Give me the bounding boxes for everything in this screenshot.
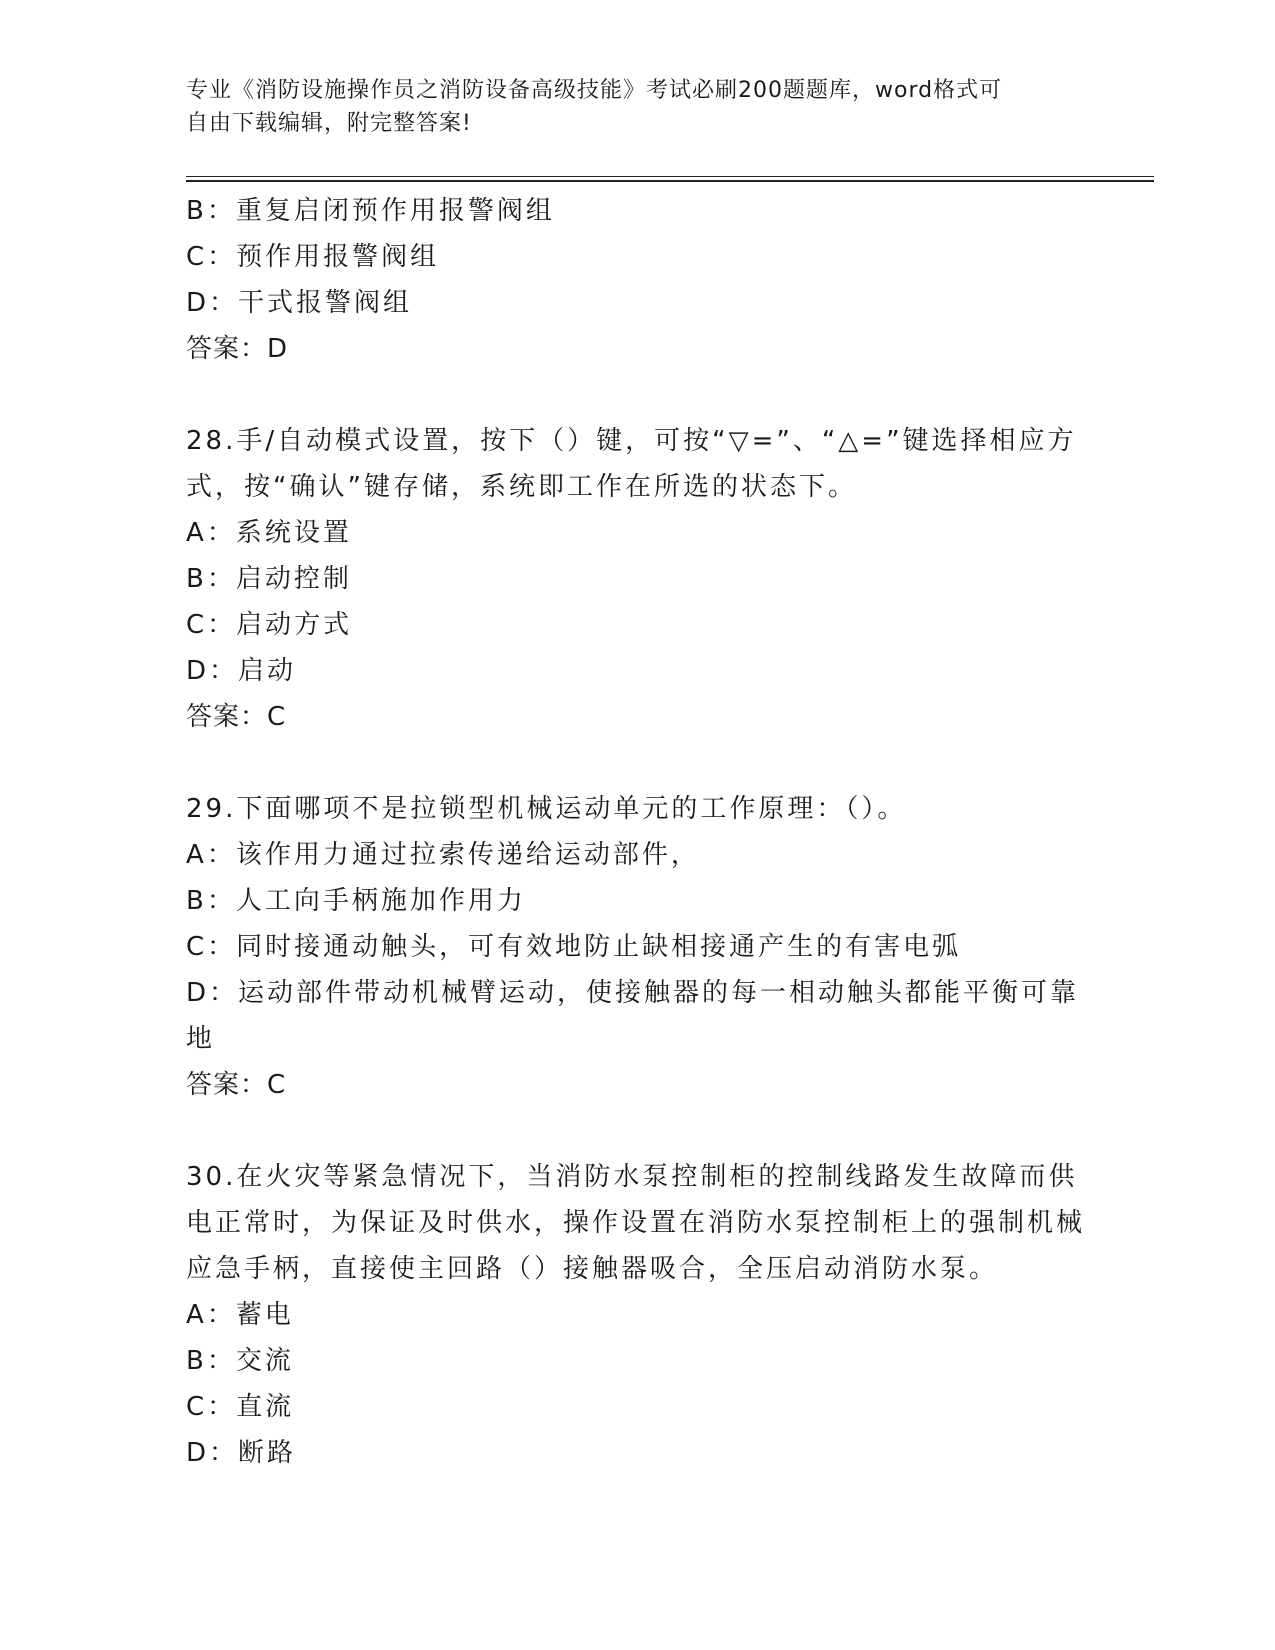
- option-text: 人工向手柄施加作用力: [235, 886, 526, 916]
- option-item: B：重复启闭预作用报警阀组: [186, 196, 555, 226]
- option-text: 断路: [238, 1438, 297, 1468]
- option-item: C：启动方式: [186, 610, 353, 640]
- question-stem: 30.在火灾等紧急情况下，当消防水泵控制柜的控制线路发生故障而供电正常时，为保证及时供水，操作设置在消防水泵控制柜上的强制机械应急手柄，直接使主回路（）接触器吸合，全压启动消防水泵。: [186, 1162, 1086, 1284]
- option-item: B：交流: [186, 1346, 294, 1376]
- answer-line: 答案：D: [186, 334, 289, 364]
- option-letter: C: [186, 932, 208, 962]
- question-28: [186, 418, 1086, 740]
- option-text: 交流: [235, 1346, 294, 1376]
- document-header: [186, 74, 1066, 140]
- option-item: A：系统设置: [186, 518, 352, 548]
- option-letter: A: [186, 840, 207, 870]
- option-text: 启动: [238, 656, 297, 686]
- option-letter: D: [186, 978, 210, 1008]
- option-text: 蓄电: [235, 1300, 294, 1330]
- option-letter: D: [186, 656, 210, 686]
- header-line-2: 自由下载编辑，附完整答案!: [186, 111, 472, 136]
- option-letter: B: [186, 1346, 207, 1376]
- option-item: B：人工向手柄施加作用力: [186, 886, 526, 916]
- option-item: A：蓄电: [186, 1300, 294, 1330]
- option-item: D：干式报警阀组: [186, 288, 413, 318]
- option-item: C：预作用报警阀组: [186, 242, 440, 272]
- option-letter: D: [186, 1438, 210, 1468]
- option-letter: C: [186, 610, 208, 640]
- option-text: 该作用力通过拉索传递给运动部件，: [235, 840, 700, 870]
- option-letter: A: [186, 518, 207, 548]
- option-text: 同时接通动触头，可有效地防止缺相接通产生的有害电弧: [236, 932, 962, 962]
- answer-line: 答案：C: [186, 702, 287, 732]
- question-stem: 29.下面哪项不是拉锁型机械运动单元的工作原理：（）。: [186, 794, 907, 824]
- option-letter: C: [186, 1392, 208, 1422]
- option-letter: D: [186, 288, 210, 318]
- option-item: B：启动控制: [186, 564, 352, 594]
- option-letter: B: [186, 564, 207, 594]
- option-text: 直流: [236, 1392, 295, 1422]
- option-text: 预作用报警阀组: [236, 242, 440, 272]
- option-text: 系统设置: [235, 518, 352, 548]
- header-line-1: 专业《消防设施操作员之消防设备高级技能》考试必刷200题题库，word格式可: [186, 78, 1003, 103]
- option-item: C：直流: [186, 1392, 295, 1422]
- header-divider-thin: [186, 176, 1154, 177]
- option-item: D：运动部件带动机械臂运动，使接触器的每一相动触头都能平衡可靠地: [186, 978, 1080, 1054]
- header-divider-thick: [186, 180, 1154, 182]
- option-item: D：断路: [186, 1438, 297, 1468]
- question-30: [186, 1154, 1086, 1476]
- option-text: 运动部件带动机械臂运动，使接触器的每一相动触头都能平衡可靠地: [186, 978, 1080, 1054]
- option-text: 启动方式: [236, 610, 353, 640]
- question-29: [186, 786, 1086, 1108]
- option-text: 启动控制: [235, 564, 352, 594]
- option-letter: B: [186, 886, 207, 916]
- option-letter: C: [186, 242, 208, 272]
- question-content: [186, 188, 1086, 1476]
- option-item: A：该作用力通过拉索传递给运动部件，: [186, 840, 700, 870]
- option-letter: A: [186, 1300, 207, 1330]
- option-text: 干式报警阀组: [238, 288, 413, 318]
- option-item: D：启动: [186, 656, 297, 686]
- question-stem: 28.手/自动模式设置，按下（）键，可按“▽=”、“△=”键选择相应方式，按“确认”键存储，系统即工作在所选的状态下。: [186, 426, 1077, 502]
- option-text: 重复启闭预作用报警阀组: [235, 196, 555, 226]
- carryover-block: [186, 188, 1086, 372]
- option-item: C：同时接通动触头，可有效地防止缺相接通产生的有害电弧: [186, 932, 962, 962]
- answer-line: 答案：C: [186, 1070, 287, 1100]
- option-letter: B: [186, 196, 207, 226]
